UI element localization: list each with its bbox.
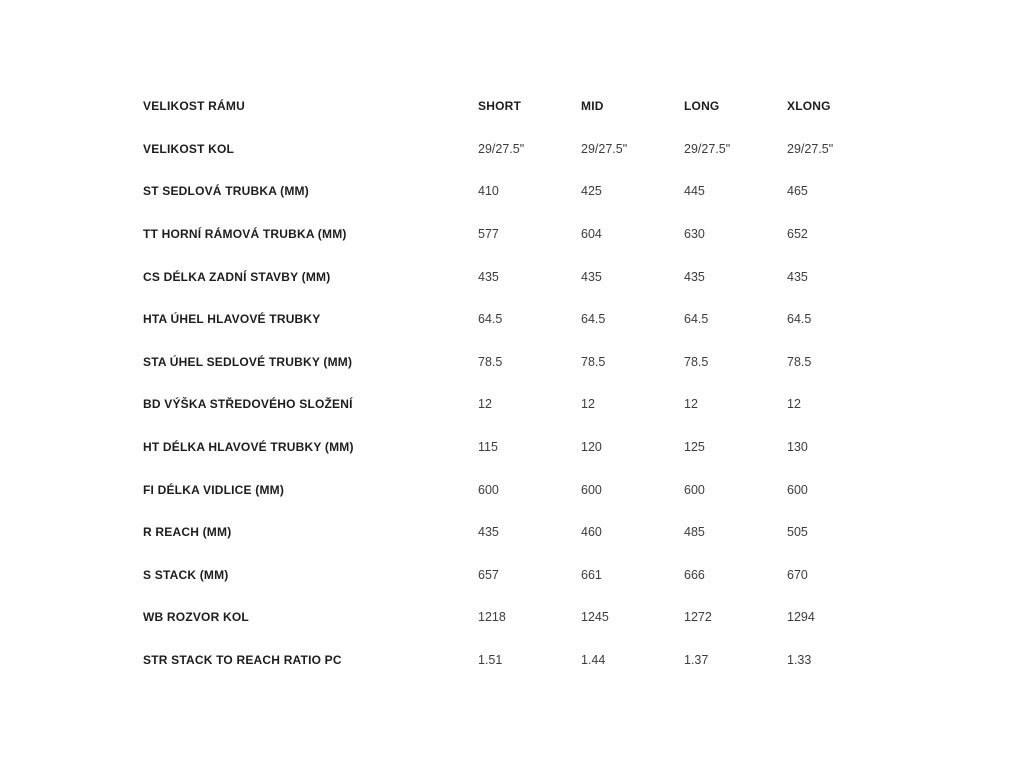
- column-header-2: LONG: [684, 99, 720, 114]
- cell-value-3: 600: [787, 482, 808, 497]
- cell-value-1: 1.44: [581, 653, 606, 668]
- cell-value-2: 1.37: [684, 653, 709, 668]
- table-header-row: [143, 85, 883, 128]
- row-label: VELIKOST KOL: [143, 141, 235, 156]
- row-label: ST SEDLOVÁ TRUBKA (MM): [143, 184, 309, 199]
- cell-value-0: 657: [478, 567, 499, 582]
- cell-value-1: 78.5: [581, 354, 606, 369]
- table-row: [143, 596, 883, 639]
- cell-value-3: 505: [787, 525, 808, 540]
- cell-value-3: 1294: [787, 610, 815, 625]
- cell-value-0: 78.5: [478, 354, 503, 369]
- cell-value-1: 29/27.5": [581, 141, 628, 156]
- cell-value-3: 1.33: [787, 653, 812, 668]
- cell-value-1: 600: [581, 482, 602, 497]
- row-label: S STACK (MM): [143, 567, 229, 582]
- cell-value-3: 64.5: [787, 312, 812, 327]
- cell-value-2: 64.5: [684, 312, 709, 327]
- cell-value-2: 78.5: [684, 354, 709, 369]
- cell-value-0: 1.51: [478, 653, 503, 668]
- cell-value-0: 577: [478, 227, 499, 242]
- cell-value-3: 78.5: [787, 354, 812, 369]
- cell-value-3: 652: [787, 227, 808, 242]
- row-label: CS DÉLKA ZADNÍ STAVBY (MM): [143, 269, 331, 284]
- cell-value-2: 125: [684, 440, 705, 455]
- cell-value-1: 64.5: [581, 312, 606, 327]
- column-header-3: XLONG: [787, 99, 831, 114]
- cell-value-3: 130: [787, 440, 808, 455]
- cell-value-2: 12: [684, 397, 698, 412]
- cell-value-1: 12: [581, 397, 595, 412]
- row-label: FI DÉLKA VIDLICE (MM): [143, 482, 285, 497]
- row-label: HTA ÚHEL HLAVOVÉ TRUBKY: [143, 312, 321, 327]
- cell-value-0: 435: [478, 525, 499, 540]
- cell-value-3: 435: [787, 269, 808, 284]
- cell-value-0: 64.5: [478, 312, 503, 327]
- row-label: BD VÝŠKA STŘEDOVÉHO SLOŽENÍ: [143, 397, 353, 412]
- table-row: [143, 213, 883, 256]
- row-label: TT HORNÍ RÁMOVÁ TRUBKA (MM): [143, 227, 347, 242]
- cell-value-0: 1218: [478, 610, 506, 625]
- header-label: VELIKOST RÁMU: [143, 99, 245, 114]
- cell-value-1: 120: [581, 440, 602, 455]
- cell-value-2: 485: [684, 525, 705, 540]
- cell-value-1: 604: [581, 227, 602, 242]
- column-header-0: SHORT: [478, 99, 521, 114]
- row-label: STR STACK TO REACH RATIO PC: [143, 653, 342, 668]
- row-label: R REACH (MM): [143, 525, 232, 540]
- cell-value-0: 29/27.5": [478, 141, 525, 156]
- table-row: [143, 298, 883, 341]
- cell-value-3: 670: [787, 567, 808, 582]
- cell-value-1: 435: [581, 269, 602, 284]
- row-label: STA ÚHEL SEDLOVÉ TRUBKY (MM): [143, 354, 353, 369]
- row-label: HT DÉLKA HLAVOVÉ TRUBKY (MM): [143, 440, 354, 455]
- cell-value-0: 600: [478, 482, 499, 497]
- cell-value-0: 410: [478, 184, 499, 199]
- table-row: [143, 639, 883, 682]
- cell-value-3: 29/27.5": [787, 141, 834, 156]
- cell-value-1: 1245: [581, 610, 609, 625]
- table-row: [143, 383, 883, 426]
- table-row: [143, 426, 883, 469]
- table-row: [143, 511, 883, 554]
- cell-value-2: 29/27.5": [684, 141, 731, 156]
- cell-value-2: 435: [684, 269, 705, 284]
- cell-value-3: 465: [787, 184, 808, 199]
- table-row: [143, 468, 883, 511]
- cell-value-1: 661: [581, 567, 602, 582]
- cell-value-3: 12: [787, 397, 801, 412]
- table-row: [143, 255, 883, 298]
- row-label: WB ROZVOR KOL: [143, 610, 249, 625]
- cell-value-1: 460: [581, 525, 602, 540]
- table-row: [143, 341, 883, 384]
- cell-value-2: 600: [684, 482, 705, 497]
- cell-value-0: 115: [478, 440, 498, 455]
- cell-value-2: 630: [684, 227, 705, 242]
- cell-value-0: 435: [478, 269, 499, 284]
- column-header-1: MID: [581, 99, 604, 114]
- cell-value-0: 12: [478, 397, 492, 412]
- cell-value-2: 1272: [684, 610, 712, 625]
- geometry-table: [143, 85, 883, 681]
- cell-value-1: 425: [581, 184, 602, 199]
- table-row: [143, 554, 883, 597]
- table-row: [143, 170, 883, 213]
- cell-value-2: 445: [684, 184, 705, 199]
- cell-value-2: 666: [684, 567, 705, 582]
- table-row: [143, 128, 883, 171]
